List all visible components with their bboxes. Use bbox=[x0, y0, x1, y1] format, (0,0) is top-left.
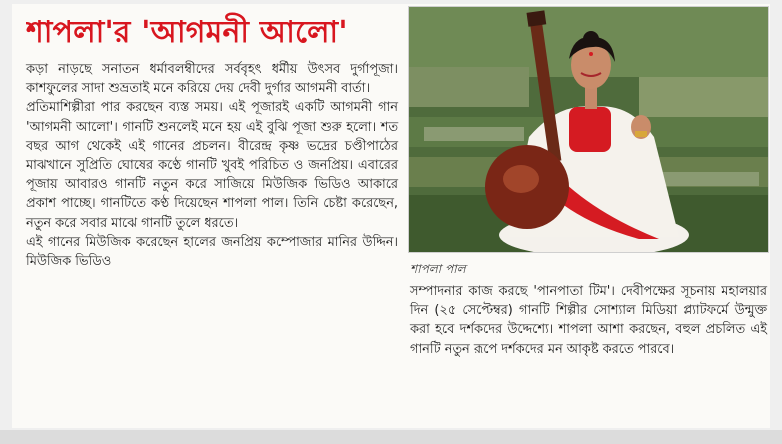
body-paragraph-2: প্রতিমাশিল্পীরা পার করছেন ব্যস্ত সময়। এই পূজারই একটি আগমনী গান 'আগমনী আলো'। গানটি শুনলেই মনে হয় এই বুঝি পূজা শুরু হলো। শত বছর আগ থেকেই এই গানের প্রচলন। বীরেন্দ্র কৃষ্ণ ভদ্রের চণ্ডীপাঠের মাঝখানে সুপ্রিতি ঘোষের কণ্ঠে গানটি খুবই পরিচিত ও জনপ্রিয়। এবারের পূজায় আবারও গানটি নতুন করে সাজিয়ে মিউজিক ভিডিও আকারে প্রকাশ পাচ্ছে। গানটিতে কণ্ঠ দিয়েছেন শাপলা পাল। তিনি চেষ্টা করেছেন, নতুন করে সবার মাঝে গানটি তুলে ধরতে। bbox=[26, 100, 398, 231]
left-column bbox=[26, 60, 398, 271]
singer-photo bbox=[408, 6, 769, 253]
newspaper-clipping bbox=[12, 4, 770, 428]
body-paragraph-1: কড়া নাড়ছে সনাতন ধর্মাবলম্বীদের সর্ববৃহৎ ধর্মীয় উৎসব দুর্গাপূজা। কাশফুলের সাদা শুভ্রতাই মনে করিয়ে দেয় দেবী দুর্গার আগমনী বার্তা। bbox=[26, 62, 398, 97]
body-paragraph-3: এই গানের মিউজিক করেছেন হালের জনপ্রিয় কম্পোজার মানির উদ্দিন। মিউজিক ভিডিও bbox=[26, 234, 398, 270]
photo-caption: শাপলা পাল bbox=[410, 262, 466, 276]
headline: শাপলা'র 'আগমনী আলো' bbox=[26, 15, 348, 50]
page-bottom-strip bbox=[0, 430, 782, 444]
body-paragraph-4: সম্পাদনার কাজ করছে 'পানপাতা টিম'। দেবীপক্ষের সূচনায় মহালয়ার দিন (২৫ সেপ্টেম্বর) গানটি শিল্পীর সোশ্যাল মিডিয়া প্ল্যাটফর্মে উন্মুক্ত করা হবে দর্শকদের উদ্দেশ্যে। শাপলা আশা করছেন, বহুল প্রচলিত এই গানটি নতুন রূপে দর্শকদের মন আকৃষ্ট করতে পারবে। bbox=[410, 284, 767, 357]
singer-photo-illustration bbox=[409, 7, 768, 252]
right-column bbox=[410, 282, 767, 359]
